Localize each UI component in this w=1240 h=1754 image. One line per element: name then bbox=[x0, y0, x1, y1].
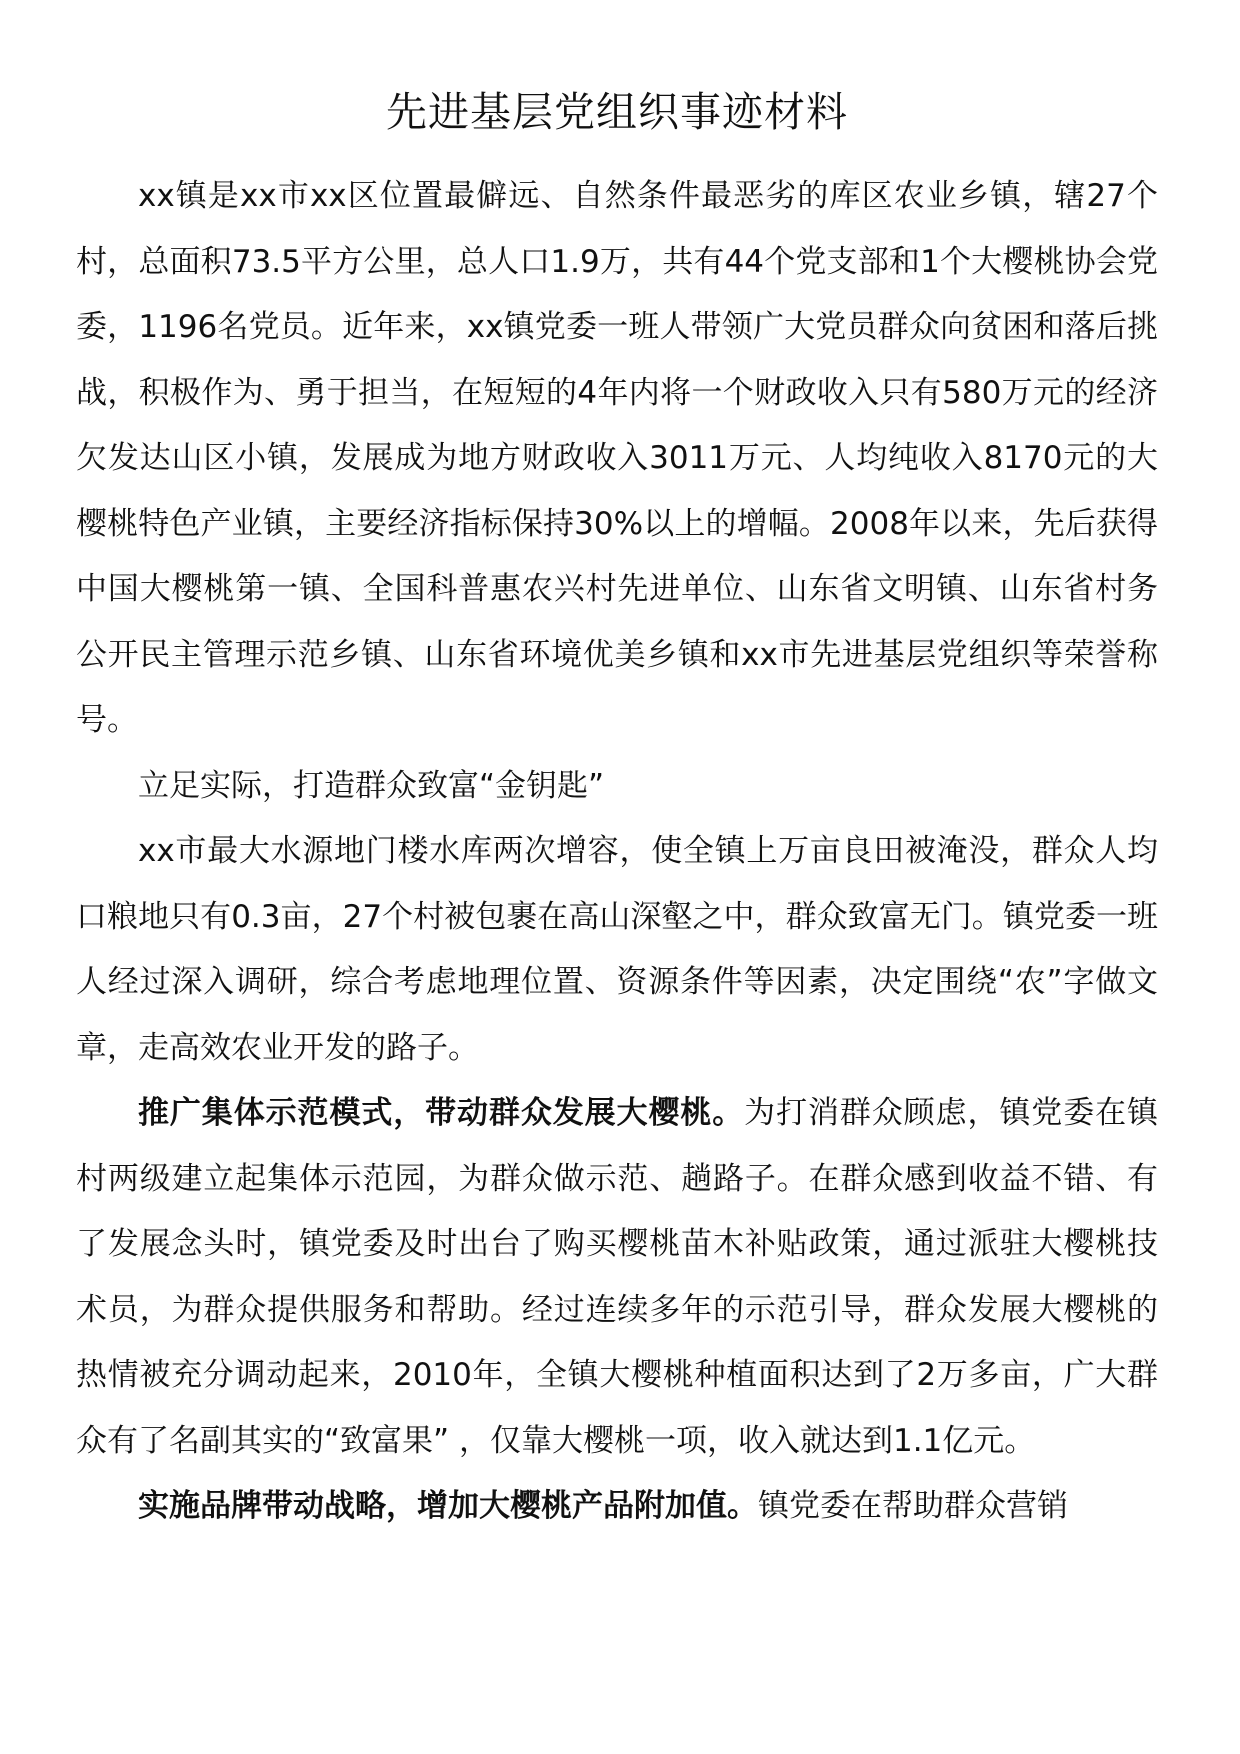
point-text-2: 镇党委在帮助群众营销 bbox=[758, 1488, 1068, 1524]
section-heading: 立足实际，打造群众致富“金钥匙” bbox=[138, 767, 605, 804]
point-text-1: 为打消群众顾虑，镇党委在镇村两级建立起集体示范园，为群众做示范、趟路子。在群众感到收益不错、有了发展念头时，镇党委及时出台了购买樱桃苗木补贴政策，通过派驻大樱桃技术员，为群众提供服务和帮助。经过连续多年的示范引导，群众发展大樱桃的热情被充分调动起来，2010年，全镇大樱桃种植面积达到了2万多亩，广大群众有了名副其实的“致富果” ，仅靠大樱桃一项，收入就达到1.1亿元。 bbox=[76, 1095, 1159, 1459]
intro-paragraph: xx镇是xx市xx区位置最僻远、自然条件最恶劣的库区农业乡镇，辖27个村，总面积73.5平方公里，总人口1.9万，共有44个党支部和1个大樱桃协会党委，1196名党员。近年来，xx镇党委一班人带领广大党员群众向贫困和落后挑战，积极作为、勇于担当，在短短的4年内将一个财政收入只有580万元的经济欠发达山区小镇，发展成为地方财政收入3011万元、人均纯收入8170元的大樱桃特色产业镇，主要经济指标保持30%以上的增幅。2008年以来，先后获得中国大樱桃第一镇、全国科普惠农兴村先进单位、山东省文明镇、山东省村务公开民主管理示范乡镇、山东省环境优美乡镇和xx市先进基层党组织等荣誉称号。 bbox=[76, 178, 1158, 738]
section-paragraph: xx市最大水源地门楼水库两次增容，使全镇上万亩良田被淹没，群众人均口粮地只有0.3亩，27个村被包裹在高山深壑之中，群众致富无门。镇党委一班人经过深入调研，综合考虑地理位置、资源条件等因素，决定围绕“农”字做文章，走高效农业开发的路子。 bbox=[76, 833, 1158, 1066]
point-heading-2: 实施品牌带动战略，增加大樱桃产品附加值。 bbox=[138, 1488, 758, 1524]
point-paragraph-2 bbox=[76, 1474, 1158, 1540]
point-paragraph-1 bbox=[76, 1081, 1158, 1474]
point-heading-1: 推广集体示范模式，带动群众发展大樱桃。 bbox=[138, 1095, 745, 1131]
document-title: 先进基层党组织事迹材料 bbox=[386, 88, 848, 136]
